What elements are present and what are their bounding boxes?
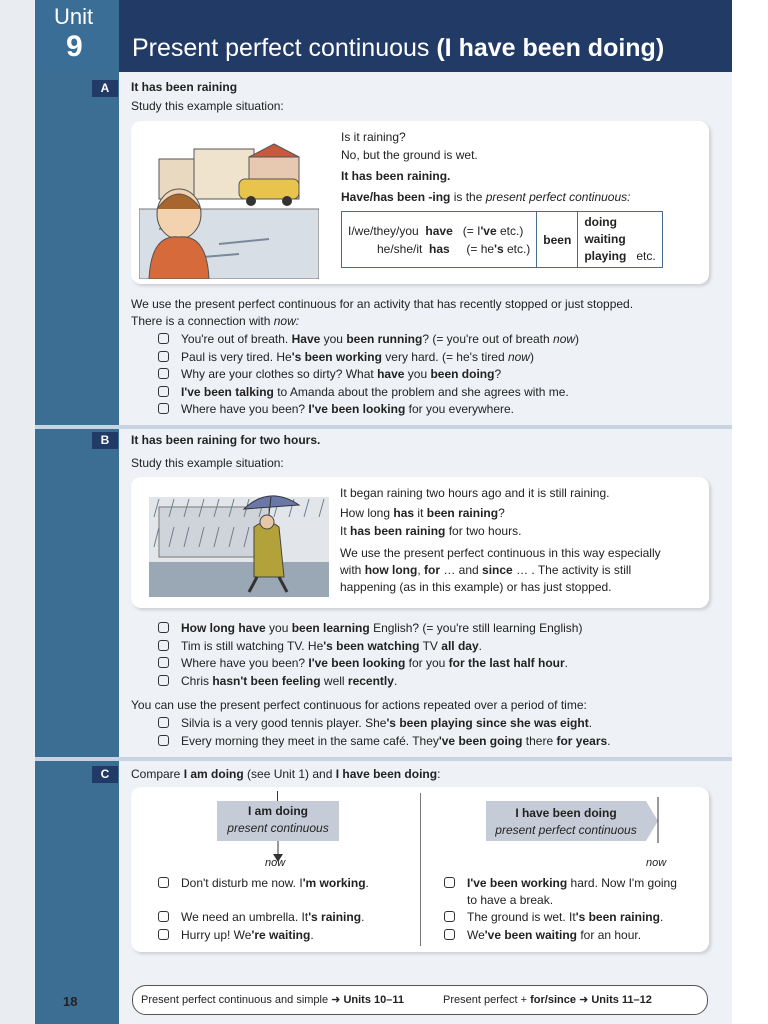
ex-text: . xyxy=(659,910,664,924)
verb-waiting: waiting xyxy=(584,232,626,246)
ex-bold: I've been looking xyxy=(308,402,406,416)
l3-post: for two hours. xyxy=(445,524,522,538)
example-a2 xyxy=(158,349,579,367)
section-b-examples xyxy=(158,620,582,690)
l5-d: … and xyxy=(440,563,483,577)
ex-text: you xyxy=(320,332,347,346)
l2-post: ? xyxy=(498,506,505,520)
example-a5 xyxy=(158,401,579,419)
ex-text: you xyxy=(404,367,431,381)
row1-contr-pre: (= I xyxy=(462,223,481,238)
verb-playing: playing xyxy=(584,249,627,263)
ex-text: Chris xyxy=(181,673,213,688)
row2-subject: he/she/it xyxy=(377,241,423,256)
row1-contr-post: etc.) xyxy=(496,223,524,238)
l3-pre: It xyxy=(340,524,351,538)
ex-bold: 's been working xyxy=(291,349,382,364)
ex-text: very hard. (= he's tired xyxy=(381,349,508,364)
ex-bold: 've been waiting xyxy=(484,928,578,942)
been-cell: been xyxy=(537,212,578,268)
l2-bold2: been raining xyxy=(426,506,499,520)
bullet-icon xyxy=(444,911,455,922)
left-box-sub: present continuous xyxy=(227,821,329,835)
ex-bold: 'm working xyxy=(302,876,366,890)
ex-text: ) xyxy=(575,332,580,346)
card-a-bold: It has been raining. xyxy=(341,169,451,183)
example-b3 xyxy=(158,655,582,673)
ex-bold: been learning xyxy=(291,621,370,635)
section-a-explain1: We use the present perfect continuous for an activity that has recently stopped or just stopped. xyxy=(131,297,634,311)
crossref-left-text: Present perfect continuous and simple xyxy=(141,994,332,1006)
section-b-card xyxy=(131,477,709,608)
ex-bold: 's been raining xyxy=(575,910,660,924)
example-b5 xyxy=(158,715,611,733)
ex-text: TV xyxy=(419,638,442,653)
example-a4 xyxy=(158,384,579,402)
rule-normal: is the xyxy=(450,190,486,204)
crossref-left-link: Units 10–11 xyxy=(343,994,404,1006)
l2-mid: it xyxy=(414,506,427,520)
arrow-right-icon: ➜ xyxy=(579,994,589,1006)
section-b-examples2 xyxy=(158,715,611,750)
left-example-3 xyxy=(158,927,314,944)
title-normal: Present perfect continuous xyxy=(132,34,437,62)
compare-pre: Compare xyxy=(131,767,184,781)
structure-table xyxy=(341,211,663,268)
ex-text: English? (= you're still learning English) xyxy=(369,621,583,635)
title-bold: (I have been doing) xyxy=(436,34,665,62)
etc-label: etc. xyxy=(636,249,656,263)
rain-street-illustration xyxy=(139,129,319,279)
ex-text: We xyxy=(467,928,485,942)
ex-text: hard. Now I'm going xyxy=(567,876,677,890)
ex-text: . xyxy=(588,716,593,730)
row1-subject: I/we/they/you xyxy=(348,223,419,238)
row1-contr-bold: 've xyxy=(480,223,497,238)
page-number: 18 xyxy=(63,994,78,1009)
ex-text: ) xyxy=(529,349,534,364)
ex-italic: now xyxy=(507,349,530,364)
row2-contr-post: etc.) xyxy=(503,241,531,256)
ex-text: . xyxy=(361,910,365,924)
card-a-rule xyxy=(341,189,631,206)
l5-bold1: how long xyxy=(364,563,418,577)
ex-bold: 's been watching xyxy=(323,638,420,653)
ex-bold: 's been playing since she was eight xyxy=(386,716,589,730)
section-b-heading: It has been raining for two hours. xyxy=(131,433,321,447)
ex-bold: hasn't been feeling xyxy=(212,673,321,688)
ex-text: Paul is very tired. He xyxy=(181,349,292,364)
l3-bold: has been raining xyxy=(350,524,446,538)
section-a-examples xyxy=(158,331,579,419)
example-a1 xyxy=(158,331,579,349)
right-example-2 xyxy=(444,909,663,926)
present-continuous-box xyxy=(217,801,339,841)
ex-text: Hurry up! We xyxy=(181,928,252,942)
right-example-1-cont: to have a break. xyxy=(467,893,554,907)
bullet-icon xyxy=(158,911,169,922)
bullet-icon xyxy=(158,640,169,651)
ex-text: Tim is still watching TV. He xyxy=(181,638,324,653)
bullet-icon xyxy=(158,675,169,686)
section-a-card xyxy=(131,121,709,284)
ex-bold: been running xyxy=(346,332,423,346)
explain2-italic: now: xyxy=(273,314,300,328)
verbs-cell xyxy=(578,212,662,268)
ex-bold: I've been talking xyxy=(181,384,274,399)
section-a-heading: It has been raining xyxy=(131,80,238,94)
ex-text: you xyxy=(265,621,292,635)
bullet-icon xyxy=(158,333,169,344)
left-example-1 xyxy=(158,875,369,892)
unit-label: Unit xyxy=(54,4,94,29)
divider-b-c xyxy=(35,757,732,761)
bullet-icon xyxy=(158,368,169,379)
example-b6 xyxy=(158,733,611,751)
compare-post: : xyxy=(437,767,441,781)
bullet-icon xyxy=(158,877,169,888)
crossref-right[interactable] xyxy=(443,986,652,1014)
left-tick-top xyxy=(277,791,278,801)
ex-text: there xyxy=(522,733,557,748)
ex-text: ? (= you're out of breath xyxy=(422,332,554,346)
rule-bold: Have/has been -ing xyxy=(341,190,451,204)
ex-bold: 're waiting xyxy=(251,928,311,942)
example-b4 xyxy=(158,673,582,691)
compare-mid: (see Unit 1) and xyxy=(243,767,336,781)
right-example-3 xyxy=(444,927,641,944)
bullet-icon xyxy=(158,735,169,746)
ex-text: . xyxy=(607,733,611,748)
ex-text: well xyxy=(320,673,348,688)
ex-bold: for the last half hour xyxy=(448,656,565,670)
crossref-right-link: Units 11–12 xyxy=(591,994,652,1006)
example-b1 xyxy=(158,620,582,638)
ex-text: for you everywhere. xyxy=(405,402,515,416)
bullet-icon xyxy=(158,351,169,362)
left-box-title: I am doing xyxy=(248,804,308,818)
ex-text: ? xyxy=(494,367,502,381)
bullet-icon xyxy=(158,386,169,397)
card-b-line1: It began raining two hours ago and it is still raining. xyxy=(340,486,610,500)
section-b-letter: B xyxy=(92,432,118,449)
right-box-title: I have been doing xyxy=(515,806,617,820)
bullet-icon xyxy=(158,403,169,414)
verb-doing: doing xyxy=(584,215,617,229)
ex-text: . xyxy=(478,638,482,653)
section-a-intro: Study this example situation: xyxy=(131,99,284,113)
l5-c: , xyxy=(417,563,425,577)
ex-text: Every morning they meet in the same café. They xyxy=(181,733,439,748)
ex-text: Where have you been? xyxy=(181,656,309,670)
ex-bold: have xyxy=(377,367,405,381)
row2-aux: has xyxy=(429,241,450,256)
ex-text: to Amanda about the problem and she agrees with me. xyxy=(273,384,569,399)
section-c-compare xyxy=(131,766,440,783)
l5-e: … . The activity is still xyxy=(512,563,632,577)
ex-bold: Have xyxy=(291,332,321,346)
explain2-pre: There is a connection with xyxy=(131,314,274,328)
compare-bold2: I have been doing xyxy=(335,767,438,781)
page-title xyxy=(132,34,664,63)
row2-contr-bold: 's xyxy=(494,241,504,256)
ex-bold: been doing xyxy=(430,367,495,381)
right-margin xyxy=(732,0,768,1024)
section-a-letter: A xyxy=(92,80,118,97)
l5-pre: with xyxy=(340,563,365,577)
bullet-icon xyxy=(158,622,169,633)
ex-text: Why are your clothes so dirty? What xyxy=(181,367,378,381)
card-b-line2 xyxy=(340,505,505,522)
row1-aux: have xyxy=(425,223,453,238)
left-example-2 xyxy=(158,909,364,926)
l5-bold2: for xyxy=(424,563,441,577)
section-c-card xyxy=(131,787,709,952)
right-example-1 xyxy=(444,875,677,892)
example-b2 xyxy=(158,638,582,656)
card-b-line5 xyxy=(340,562,631,579)
ex-text: . xyxy=(310,928,314,942)
bullet-icon xyxy=(158,657,169,668)
ex-text: Silvia is a very good tennis player. She xyxy=(181,716,387,730)
ex-bold: for years xyxy=(556,733,608,748)
section-b-intro: Study this example situation: xyxy=(131,456,284,470)
ex-text: You're out of breath. xyxy=(181,332,292,346)
ex-bold: I've been working xyxy=(467,876,568,890)
ex-bold: How long have xyxy=(181,621,266,635)
arrow-right-icon: ➜ xyxy=(331,994,341,1006)
l2-pre: How long xyxy=(340,506,394,520)
ex-bold: 've been going xyxy=(438,733,523,748)
ex-bold: all day xyxy=(441,638,479,653)
right-box-sub: present perfect continuous xyxy=(495,823,637,837)
left-sidebar xyxy=(35,0,119,1024)
ex-italic: now xyxy=(553,332,576,346)
ex-text: Don't disturb me now. I xyxy=(181,876,303,890)
divider-a-b xyxy=(35,425,732,429)
ex-text: . xyxy=(365,876,369,890)
ex-bold: I've been looking xyxy=(308,656,406,670)
subject-cell xyxy=(342,212,537,268)
ex-text: Where have you been? xyxy=(181,402,309,416)
card-b-line4: We use the present perfect continuous in this way especially xyxy=(340,546,661,560)
card-b-line6: happening (as in this example) or has just stopped. xyxy=(340,580,612,594)
bullet-icon xyxy=(444,877,455,888)
cross-reference-bar xyxy=(132,985,708,1015)
bullet-icon xyxy=(444,929,455,940)
crossref-left[interactable] xyxy=(141,986,404,1014)
card-c-divider xyxy=(420,793,421,946)
crossref-right-text: Present perfect + xyxy=(443,994,531,1006)
left-now-label: now xyxy=(265,857,286,869)
ex-bold: 's raining xyxy=(308,910,362,924)
ex-text: . xyxy=(564,656,569,670)
ex-text: for an hour. xyxy=(577,928,642,942)
section-c-letter: C xyxy=(92,766,118,783)
crossref-right-bold: for/since xyxy=(530,994,576,1006)
example-a3 xyxy=(158,366,579,384)
compare-bold1: I am doing xyxy=(183,767,244,781)
l2-bold: has xyxy=(393,506,415,520)
section-b-repeated: You can use the present perfect continuous for actions repeated over a period of time: xyxy=(131,698,587,712)
bullet-icon xyxy=(158,717,169,728)
right-now-label: now xyxy=(646,857,667,869)
unit-number: 9 xyxy=(66,30,83,63)
section-a-explain2 xyxy=(131,313,299,330)
rule-italic: present perfect continuous: xyxy=(485,190,631,204)
l5-bold3: since xyxy=(482,563,513,577)
ex-text: We need an umbrella. It xyxy=(181,910,309,924)
ex-text: . xyxy=(393,673,398,688)
bullet-icon xyxy=(158,929,169,940)
card-b-line3 xyxy=(340,523,521,540)
card-a-question: Is it raining? xyxy=(341,130,406,144)
rain-walker-illustration xyxy=(149,487,329,597)
ex-bold: recently xyxy=(347,673,394,688)
row2-contr-pre: (= he xyxy=(466,241,495,256)
card-a-answer: No, but the ground is wet. xyxy=(341,148,478,162)
ex-text: for you xyxy=(405,656,449,670)
ex-text: The ground is wet. It xyxy=(467,910,576,924)
